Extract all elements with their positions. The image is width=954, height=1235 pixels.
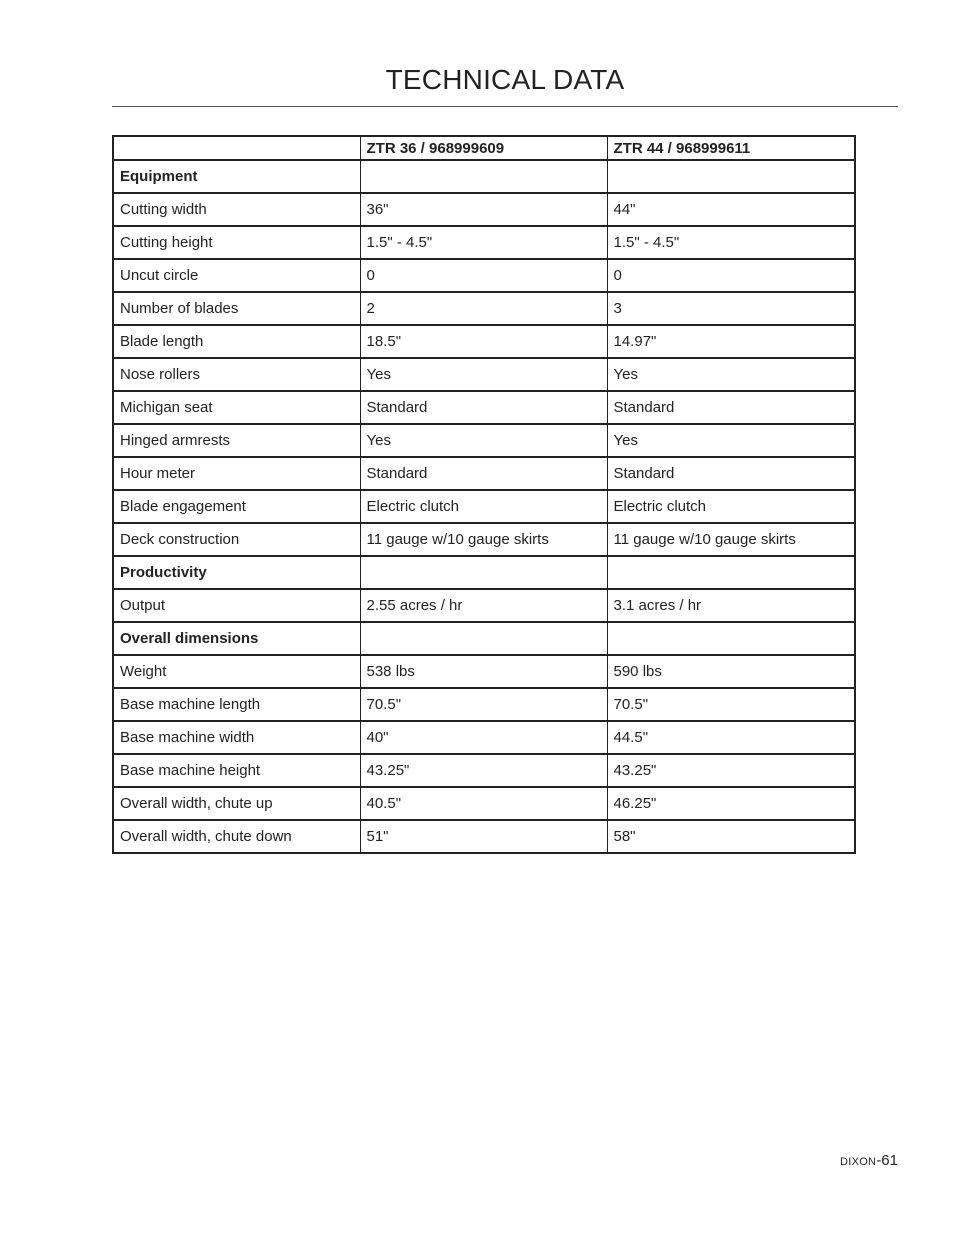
value-cell-ztr44: 11 gauge w/10 gauge skirts: [607, 523, 855, 556]
value-cell-ztr44: Standard: [607, 457, 855, 490]
value-cell-ztr44: [607, 622, 855, 655]
table-row: [113, 424, 855, 457]
value-cell-ztr36: Yes: [360, 424, 607, 457]
table-row: [113, 589, 855, 622]
section-label: Productivity: [113, 556, 360, 589]
page-title: TECHNICAL DATA: [385, 64, 625, 95]
value-cell-ztr36: Electric clutch: [360, 490, 607, 523]
table-row: [113, 358, 855, 391]
table-row: [113, 490, 855, 523]
header-cell-ztr36: ZTR 36 / 968999609: [360, 136, 607, 160]
table-row: [113, 193, 855, 226]
table-section-row: [113, 556, 855, 589]
table-header-row: [113, 136, 855, 160]
value-cell-ztr36: Yes: [360, 358, 607, 391]
value-cell-ztr36: 0: [360, 259, 607, 292]
table-row: [113, 292, 855, 325]
table-row: [113, 655, 855, 688]
value-cell-ztr44: 43.25": [607, 754, 855, 787]
row-label: Base machine length: [113, 688, 360, 721]
value-cell-ztr44: 70.5": [607, 688, 855, 721]
value-cell-ztr36: 1.5" - 4.5": [360, 226, 607, 259]
value-cell-ztr36: 11 gauge w/10 gauge skirts: [360, 523, 607, 556]
table-row: [113, 787, 855, 820]
value-cell-ztr36: 2.55 acres / hr: [360, 589, 607, 622]
row-label: Cutting height: [113, 226, 360, 259]
value-cell-ztr36: [360, 622, 607, 655]
value-cell-ztr44: Yes: [607, 358, 855, 391]
row-label: Cutting width: [113, 193, 360, 226]
value-cell-ztr44: 1.5" - 4.5": [607, 226, 855, 259]
value-cell-ztr36: 2: [360, 292, 607, 325]
table-row: [113, 754, 855, 787]
value-cell-ztr44: Standard: [607, 391, 855, 424]
value-cell-ztr44: 58": [607, 820, 855, 853]
table-row: [113, 391, 855, 424]
value-cell-ztr36: [360, 160, 607, 193]
table-row: [113, 523, 855, 556]
row-label: Number of blades: [113, 292, 360, 325]
value-cell-ztr36: 36": [360, 193, 607, 226]
row-label: Blade length: [113, 325, 360, 358]
row-label: Weight: [113, 655, 360, 688]
table-row: [113, 721, 855, 754]
value-cell-ztr44: [607, 160, 855, 193]
value-cell-ztr44: 46.25": [607, 787, 855, 820]
value-cell-ztr36: 538 lbs: [360, 655, 607, 688]
row-label: Nose rollers: [113, 358, 360, 391]
row-label: Michigan seat: [113, 391, 360, 424]
section-label: Equipment: [113, 160, 360, 193]
footer-brand: DIXON: [839, 1156, 877, 1168]
row-label: Output: [113, 589, 360, 622]
row-label: Hour meter: [113, 457, 360, 490]
row-label: Base machine height: [113, 754, 360, 787]
table-section-row: [113, 622, 855, 655]
row-label: Deck construction: [113, 523, 360, 556]
value-cell-ztr44: Yes: [607, 424, 855, 457]
row-label: Hinged armrests: [113, 424, 360, 457]
row-label: Uncut circle: [113, 259, 360, 292]
value-cell-ztr36: 40": [360, 721, 607, 754]
table-row: [113, 259, 855, 292]
page-footer: [840, 1152, 898, 1169]
title-divider: [112, 106, 898, 107]
table-section-row: [113, 160, 855, 193]
value-cell-ztr36: Standard: [360, 391, 607, 424]
row-label: Overall width, chute up: [113, 787, 360, 820]
value-cell-ztr44: 44.5": [607, 721, 855, 754]
table-row: [113, 820, 855, 853]
value-cell-ztr36: Standard: [360, 457, 607, 490]
value-cell-ztr36: 18.5": [360, 325, 607, 358]
table-row: [113, 688, 855, 721]
row-label: Overall width, chute down: [113, 820, 360, 853]
value-cell-ztr36: 70.5": [360, 688, 607, 721]
technical-data-table: [112, 135, 856, 854]
value-cell-ztr36: 51": [360, 820, 607, 853]
value-cell-ztr44: Electric clutch: [607, 490, 855, 523]
value-cell-ztr44: 44": [607, 193, 855, 226]
value-cell-ztr44: 3: [607, 292, 855, 325]
footer-page-number: -61: [876, 1152, 898, 1169]
header-cell-empty: [113, 136, 360, 160]
value-cell-ztr36: 43.25": [360, 754, 607, 787]
value-cell-ztr44: 0: [607, 259, 855, 292]
section-label: Overall dimensions: [113, 622, 360, 655]
row-label: Blade engagement: [113, 490, 360, 523]
value-cell-ztr36: 40.5": [360, 787, 607, 820]
header-cell-ztr44: ZTR 44 / 968999611: [607, 136, 855, 160]
table-row: [113, 457, 855, 490]
table-row: [113, 325, 855, 358]
row-label: Base machine width: [113, 721, 360, 754]
value-cell-ztr44: 14.97": [607, 325, 855, 358]
value-cell-ztr44: 3.1 acres / hr: [607, 589, 855, 622]
value-cell-ztr44: 590 lbs: [607, 655, 855, 688]
value-cell-ztr36: [360, 556, 607, 589]
table-row: [113, 226, 855, 259]
value-cell-ztr44: [607, 556, 855, 589]
